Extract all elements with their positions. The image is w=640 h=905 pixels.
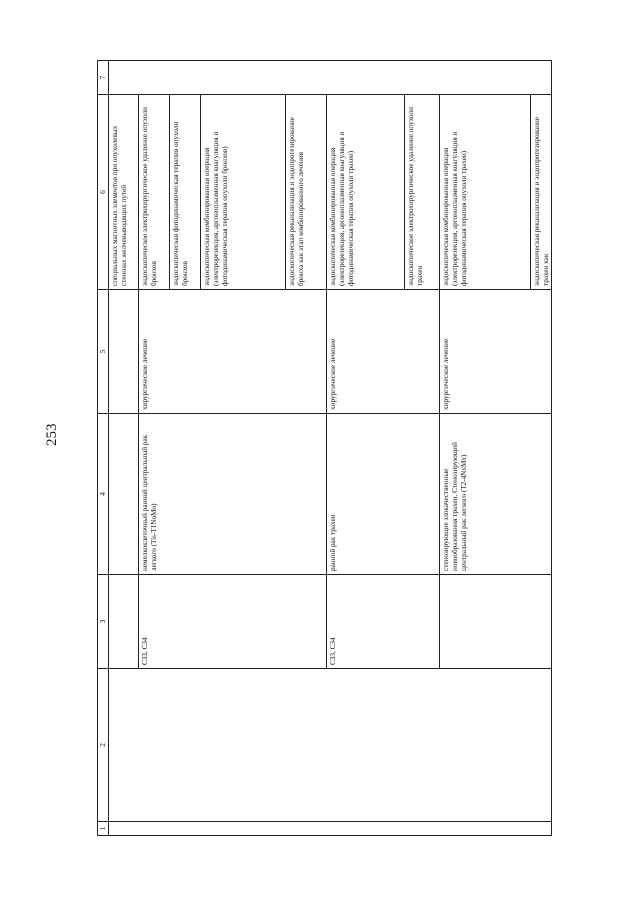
diagnosis: немелкоклеточный ранний центральный рак легкого (Tis-T1NoMo) [139, 414, 327, 575]
rotated-table-container [97, 61, 552, 836]
col-header-1: 1 [98, 822, 109, 836]
page-number: 253 [44, 423, 60, 446]
col-header-3: 3 [98, 575, 109, 669]
method-item: эндоскопическая фотодинамическая терапия опухоли бронхов [169, 95, 200, 289]
method-list [139, 95, 327, 290]
cell-col7 [109, 61, 552, 95]
diagnosis: стенозирующие злокачественные новообразования трахеи. Стенозирующий центральный рак легкого (T2-4NxMx) [440, 414, 552, 575]
treatment-table [97, 60, 552, 836]
table-row [109, 61, 139, 836]
col-header-4: 4 [98, 414, 109, 575]
cell-empty [109, 575, 139, 669]
treatment-type: хирургическое лечение [139, 290, 327, 414]
cell-col2 [109, 669, 552, 822]
method-item: эндоскопическое электрохирургическое удаление опухоли бронхов [141, 107, 158, 286]
method-item: эндоскопическая комбинированная операция (электрорезекция, аргоноплазменная коагуляция и фотодинамическая терапия опухоли трахеи) [442, 131, 468, 286]
treatment-type: хирургическое лечение [440, 290, 552, 414]
method-item: эндоскопическая реканализация и эндопротезирование трахеи как [530, 95, 551, 289]
cell-empty [109, 414, 139, 575]
col-header-5: 5 [98, 290, 109, 414]
method-item: эндоскопическое электрохирургическое удаление опухоли трахеи [404, 95, 439, 289]
method-item: эндоскопическая комбинированная операция (электрорезекция, аргоноплазменная коагуляция и фотодинамическая терапия опухоли бронхов) [200, 95, 285, 289]
cell-col1 [109, 822, 552, 836]
method-cell: специальных магнитных элементов при опухолевых стенозах желчевыводящих путей [109, 95, 139, 290]
method-list [440, 95, 552, 290]
col-header-6: 6 [98, 95, 109, 290]
method-list [327, 95, 440, 290]
method-item: эндоскопическая комбинированная операция (электрорезекция, аргоноплазменная коагуляция и фотодинамическая терапия опухоли трахеи) [329, 131, 355, 286]
col-header-7: 7 [98, 61, 109, 95]
icd-codes: C33, C34 [139, 575, 327, 669]
cell-empty [109, 290, 139, 414]
col-header-2: 2 [98, 669, 109, 822]
diagnosis: ранний рак трахеи [327, 414, 440, 575]
treatment-type: хирургическое лечение [327, 290, 440, 414]
icd-codes: C33, C34 [327, 575, 440, 669]
icd-codes [440, 575, 552, 669]
column-number-row [98, 61, 109, 836]
method-item: эндоскопическая реканализация и эндопротезирование бронха как этап комбинированного лечения [285, 95, 326, 289]
